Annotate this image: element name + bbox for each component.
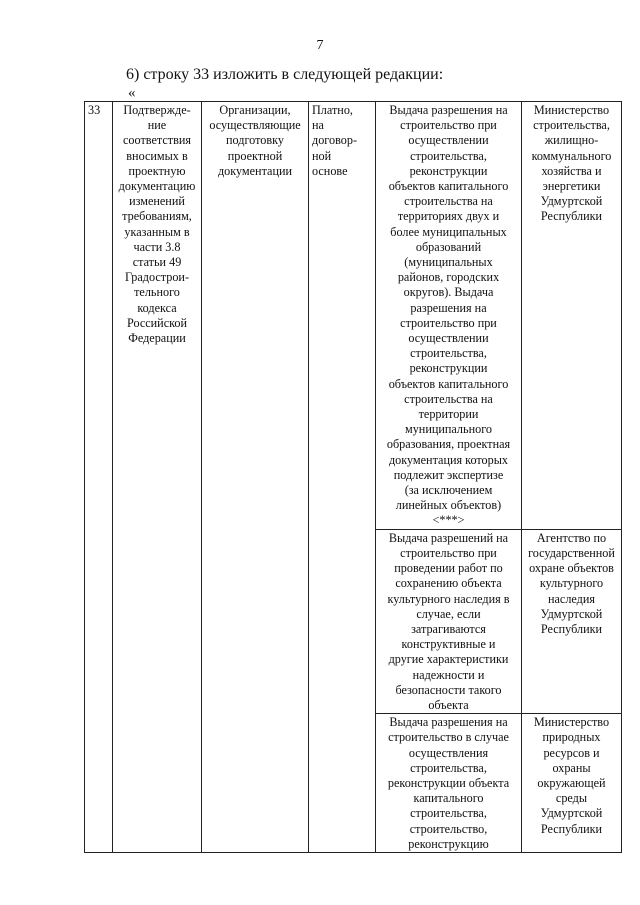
responsible-agency-cell (522, 529, 622, 713)
linked-service-text: Выдача разрешения на строительство при осуществлении строительства, реконструкции объектов капитального строительства на территориях двух и более муниципальных образований (муниципальных районов, городских округов). Выдача разрешения на строительство при осуществлении строительства, реконструкции объектов капитального строительства на территории муниципального образования, проектная документация которых подлежит экспертизе (за исключением линейных объектов) <***> (386, 103, 511, 528)
responsible-agency-cell (522, 714, 622, 853)
opening-quote-mark: « (128, 85, 136, 101)
responsible-agency-text: Министерство строительства, жилищно- коммунального хозяйства и энергетики Удмуртской Республики (531, 103, 612, 224)
service-name-text: Подтвержде- ние соответствия вносимых в проектную документацию изменений требованиям, указанным в части 3.8 статьи 49 Градострои- тельного кодекса Российской Федерации (118, 103, 196, 346)
provider-organization-cell (202, 102, 309, 853)
amendment-intro-text: 6) строку 33 изложить в следующей редакции: (126, 66, 444, 83)
linked-service-text: Выдача разрешения на строительство в случае осуществления строительства, реконструкции объекта капитального строительства, строительство, реконструкцию (387, 715, 510, 851)
linked-service-cell (376, 529, 522, 713)
responsible-agency-text: Министерство природных ресурсов и охраны окружающей среды Удмуртской Республики (533, 715, 610, 836)
row-number: 33 (88, 103, 101, 117)
payment-terms-cell (309, 102, 376, 853)
linked-service-text: Выдача разрешений на строительство при проведении работ по сохранению объекта культурного наследия в случае, если затрагиваются конструктивные и другие характеристики надежности и безопасности такого объекта (387, 530, 510, 712)
linked-service-cell (376, 102, 522, 530)
payment-terms-text: Платно, на договор- ной основе (312, 103, 358, 178)
service-name-cell (113, 102, 202, 853)
responsible-agency-text: Агентство по государственной охране объектов культурного наследия Удмуртской Республики (528, 530, 615, 636)
row-number-cell (85, 102, 113, 853)
page-number: 7 (316, 38, 324, 53)
services-table (84, 101, 622, 853)
table-row (85, 102, 622, 530)
linked-service-cell (376, 714, 522, 853)
responsible-agency-cell (522, 102, 622, 530)
provider-organization-text: Организации, осуществляющие подготовку проектной документации (209, 103, 301, 178)
